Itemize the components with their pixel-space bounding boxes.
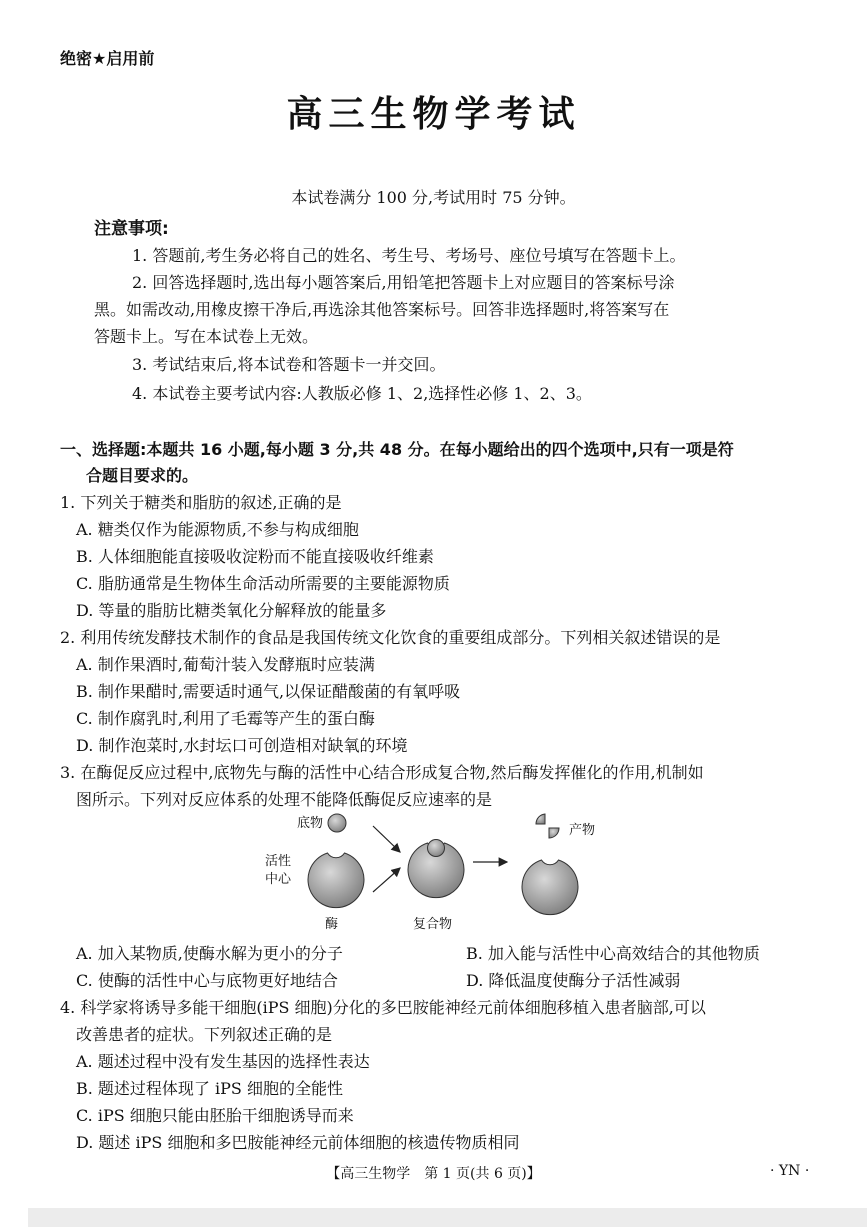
q1-option-c: C. 脂肪通常是生物体生命活动所需要的主要能源物质: [76, 574, 450, 593]
enzyme-shape: [308, 853, 364, 908]
q1-option-b: B. 人体细胞能直接吸收淀粉而不能直接吸收纤维素: [76, 547, 434, 566]
notice-heading: 注意事项:: [94, 219, 169, 239]
q4-stem-line-1: 4. 科学家将诱导多能干细胞(iPS 细胞)分化的多巴胺能神经元前体细胞移植入患者脑部,可以: [60, 998, 706, 1017]
released-enzyme-shape: [522, 860, 578, 915]
q3-option-b: B. 加入能与活性中心高效结合的其他物质: [466, 944, 760, 963]
complex-substrate-shape: [428, 840, 445, 857]
footer-region-tag: · YN ·: [770, 1163, 810, 1179]
label-active-site-2: 中心: [265, 872, 292, 887]
arrow-substrate-to-complex: [373, 826, 400, 852]
notice-line-2: 2. 回答选择题时,选出每小题答案后,用铅笔把答题卡上对应题目的答案标号涂: [132, 273, 675, 292]
section-heading-line-2: 合题目要求的。: [86, 466, 199, 485]
exam-title: 高三生物学考试: [286, 94, 581, 135]
notice-line-5: 3. 考试结束后,将本试卷和答题卡一并交回。: [132, 355, 446, 374]
q3-option-a: A. 加入某物质,使酶水解为更小的分子: [76, 944, 343, 963]
label-active-site-1: 活性: [265, 854, 292, 869]
q2-stem: 2. 利用传统发酵技术制作的食品是我国传统文化饮食的重要组成部分。下列相关叙述错误的是: [60, 628, 721, 647]
q3-stem-line-2: 图所示。下列对反应体系的处理不能降低酶促反应速率的是: [76, 790, 493, 809]
q4-stem-line-2: 改善患者的症状。下列叙述正确的是: [76, 1025, 333, 1044]
q4-option-a: A. 题述过程中没有发生基因的选择性表达: [76, 1052, 370, 1071]
q1-stem: 1. 下列关于糖类和脂肪的叙述,正确的是: [60, 493, 342, 512]
page-footer: 【高三生物学 第 1 页(共 6 页)】: [326, 1166, 541, 1182]
notice-line-3: 黑。如需改动,用橡皮擦干净后,再选涂其他答案标号。回答非选择题时,将答案写在: [94, 300, 670, 319]
q3-stem-line-1: 3. 在酶促反应过程中,底物先与酶的活性中心结合形成复合物,然后酶发挥催化的作用,机制如: [60, 763, 704, 782]
notice-line-4: 答题卡上。写在本试卷上无效。: [94, 327, 319, 346]
q1-option-d: D. 等量的脂肪比糖类氧化分解释放的能量多: [76, 601, 387, 620]
q4-option-b: B. 题述过程体现了 iPS 细胞的全能性: [76, 1079, 343, 1098]
q4-option-c: C. iPS 细胞只能由胚胎干细胞诱导而来: [76, 1106, 354, 1125]
q2-option-b: B. 制作果醋时,需要适时通气,以保证醋酸菌的有氧呼吸: [76, 682, 461, 701]
q2-option-d: D. 制作泡菜时,水封坛口可创造相对缺氧的环境: [76, 736, 408, 755]
label-product: 产物: [569, 823, 596, 838]
arrow-enzyme-to-complex: [373, 868, 400, 892]
label-substrate: 底物: [297, 816, 324, 831]
q2-option-a: A. 制作果酒时,葡萄汁装入发酵瓶时应装满: [76, 655, 375, 674]
enzyme-mechanism-diagram: [255, 810, 615, 935]
section-heading-line-1: 一、选择题:本题共 16 小题,每小题 3 分,共 48 分。在每小题给出的四个选项中,只有一项是符: [60, 440, 734, 459]
label-complex: 复合物: [413, 917, 453, 932]
notice-line-1: 1. 答题前,考生务必将自己的姓名、考生号、考场号、座位号填写在答题卡上。: [132, 246, 686, 265]
bottom-scan-band: [28, 1208, 867, 1227]
product-piece-1: [536, 814, 545, 824]
product-piece-2: [549, 828, 559, 838]
q3-option-c: C. 使酶的活性中心与底物更好地结合: [76, 971, 338, 990]
q4-option-d: D. 题述 iPS 细胞和多巴胺能神经元前体细胞的核遗传物质相同: [76, 1133, 520, 1152]
label-enzyme: 酶: [325, 917, 339, 932]
notice-line-6: 4. 本试卷主要考试内容:人教版必修 1、2,选择性必修 1、2、3。: [132, 384, 592, 403]
q2-option-c: C. 制作腐乳时,利用了毛霉等产生的蛋白酶: [76, 709, 375, 728]
q3-option-d: D. 降低温度使酶分子活性减弱: [466, 971, 681, 990]
exam-subtitle: 本试卷满分 100 分,考试用时 75 分钟。: [291, 188, 576, 207]
confidential-label: 绝密★启用前: [60, 49, 155, 68]
substrate-shape: [328, 814, 346, 832]
q1-option-a: A. 糖类仅作为能源物质,不参与构成细胞: [76, 520, 359, 539]
